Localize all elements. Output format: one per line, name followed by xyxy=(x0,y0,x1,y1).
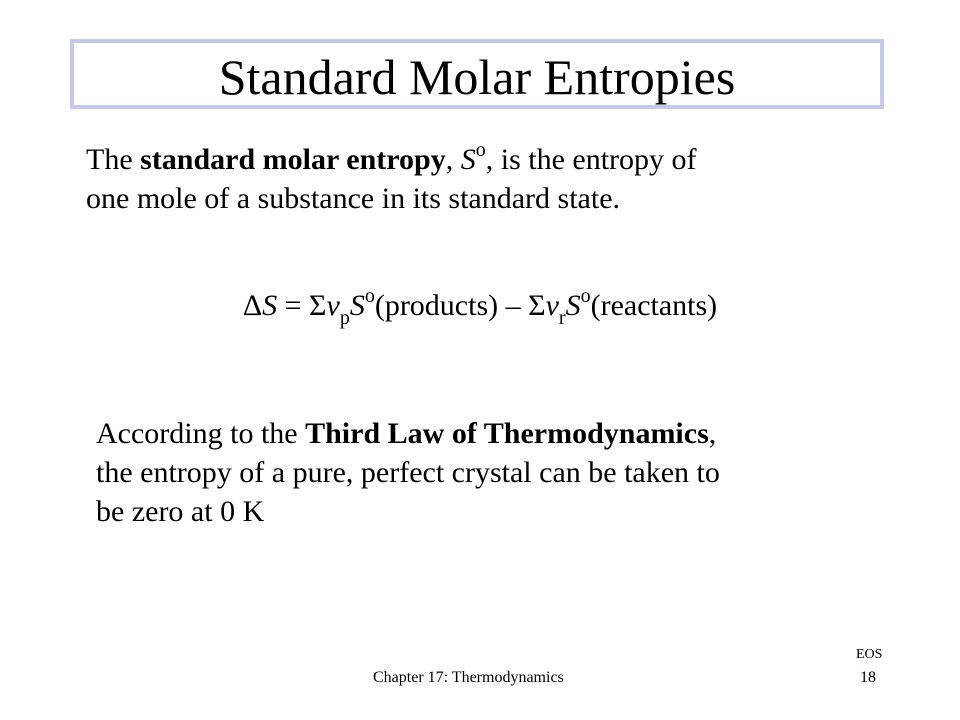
third-law-paragraph xyxy=(96,414,896,531)
definition-rest: , is the entropy of xyxy=(485,143,697,176)
title-frame xyxy=(70,39,884,109)
nu-reactants: ν xyxy=(545,289,559,322)
eq-entropy-symbol: S xyxy=(262,289,278,322)
definition-lead: The xyxy=(86,143,141,176)
entropy-change-equation xyxy=(0,285,960,329)
footer-eos: EOS xyxy=(856,647,883,662)
standard-state-superscript: o xyxy=(475,139,486,161)
slide-title: Standard Molar Entropies xyxy=(218,49,736,105)
third-law-lead: According to the xyxy=(96,417,306,450)
third-law-line3: be zero at 0 K xyxy=(96,495,265,528)
third-law-comma: , xyxy=(708,417,717,450)
s-reactants: S xyxy=(565,289,581,322)
definition-line2: one mole of a substance in its standard state. xyxy=(86,182,621,215)
definition-term: standard molar entropy xyxy=(140,143,446,176)
reactants-term: (reactants) xyxy=(590,289,718,322)
products-subscript: p xyxy=(339,307,350,329)
third-law-line2: the entropy of a pure, perfect crystal can be taken to xyxy=(96,456,720,489)
entropy-symbol: S xyxy=(460,143,476,176)
reactants-subscript: r xyxy=(558,307,566,329)
products-superscript: o xyxy=(364,285,375,307)
footer-chapter: Chapter 17: Thermodynamics xyxy=(373,669,564,686)
delta-symbol: Δ xyxy=(242,289,263,322)
reactants-superscript: o xyxy=(580,285,591,307)
nu-products: ν xyxy=(326,289,340,322)
s-products: S xyxy=(349,289,365,322)
definition-paragraph xyxy=(86,140,886,218)
third-law-term: Third Law of Thermodynamics xyxy=(305,417,709,450)
page-number: 18 xyxy=(860,669,876,686)
products-term: (products) – Σ xyxy=(374,289,546,322)
definition-comma: , xyxy=(445,143,461,176)
equals-sigma: = Σ xyxy=(277,289,327,322)
